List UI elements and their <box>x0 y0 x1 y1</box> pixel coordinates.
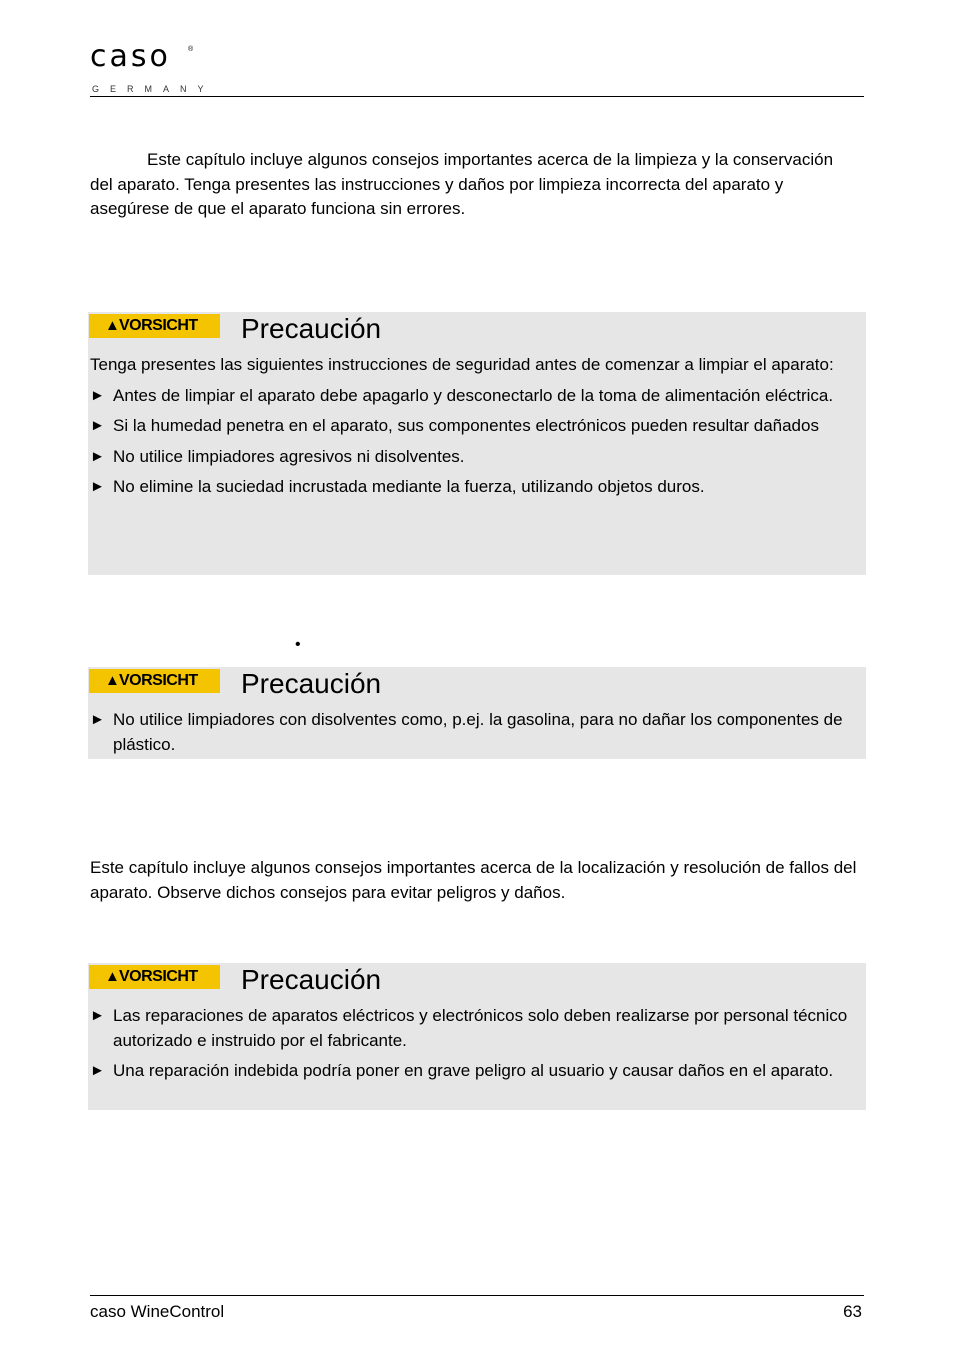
footer-product-name: caso WineControl <box>90 1302 225 1321</box>
arrow-bullet-icon: ► <box>90 386 105 404</box>
page-number: 63 <box>843 1302 862 1321</box>
caution-title: Precaución <box>241 668 382 699</box>
caution-list-item: ► Una reparación indebida podría poner en grave peligro al usuario y causar daños en el aparato. <box>90 1059 862 1084</box>
caution-list-item: ► No utilice limpiadores agresivos ni disolventes. <box>90 445 862 470</box>
caution-box-solvents <box>88 667 866 759</box>
vorsicht-badge: ▲ VORSICHT <box>89 965 220 989</box>
warning-triangle-icon: ▲ <box>105 968 120 985</box>
caution-box-cleaning <box>88 312 866 575</box>
logo-text: caso <box>90 39 171 74</box>
caution-list-item: ► No utilice limpiadores con disolventes como, p.ej. la gasolina, para no dañar los componentes de plástico. <box>90 710 843 754</box>
caution-list-item: ► No elimine la suciedad incrustada mediante la fuerza, utilizando objetos duros. <box>90 475 862 500</box>
vorsicht-badge: ▲ VORSICHT <box>89 314 220 338</box>
caution-list-item: ► Las reparaciones de aparatos eléctricos y electrónicos solo deben realizarse por personal técnico autorizado e instruido por el fabricante. <box>90 1006 848 1050</box>
bullet-dot: • <box>295 636 301 653</box>
cleaning-intro-paragraph: Este capítulo incluye algunos consejos importantes acerca de la limpieza y la conservación del aparato. Tenga presentes las instrucciones y daños por limpieza incorrecta del aparato y asegúrese de que el aparato funciona sin errores. <box>90 150 834 218</box>
arrow-bullet-icon: ► <box>90 1007 105 1024</box>
warning-triangle-icon: ▲ <box>105 672 120 689</box>
logo-subtitle: GERMANY <box>92 84 215 94</box>
arrow-bullet-icon: ► <box>90 711 105 728</box>
header-divider <box>90 96 864 97</box>
troubleshooting-intro-paragraph: Este capítulo incluye algunos consejos importantes acerca de la localización y resolución de fallos del aparato. Observe dichos consejos para evitar peligros y daños. <box>90 858 857 902</box>
caso-logo <box>80 32 215 104</box>
caution-list-item: ► Si la humedad penetra en el aparato, sus componentes electrónicos pueden resultar dañados <box>90 414 862 439</box>
footer-divider <box>90 1295 864 1296</box>
arrow-bullet-icon: ► <box>90 478 105 495</box>
caution-title: Precaución <box>241 964 382 995</box>
arrow-bullet-icon: ► <box>90 1062 105 1079</box>
logo-registered-mark: ® <box>188 46 194 53</box>
vorsicht-badge: ▲ VORSICHT <box>89 669 220 693</box>
caution-intro-text: Tenga presentes las siguientes instrucciones de seguridad antes de comenzar a limpiar el aparato: <box>90 355 834 374</box>
warning-triangle-icon: ▲ <box>105 317 120 334</box>
caution-box-repairs <box>88 963 866 1110</box>
arrow-bullet-icon: ► <box>90 417 105 434</box>
caution-list-item: ► Antes de limpiar el aparato debe apagarlo y desconectarlo de la toma de alimentación eléctrica. <box>90 384 862 409</box>
caution-title: Precaución <box>241 313 382 344</box>
arrow-bullet-icon: ► <box>90 447 105 465</box>
